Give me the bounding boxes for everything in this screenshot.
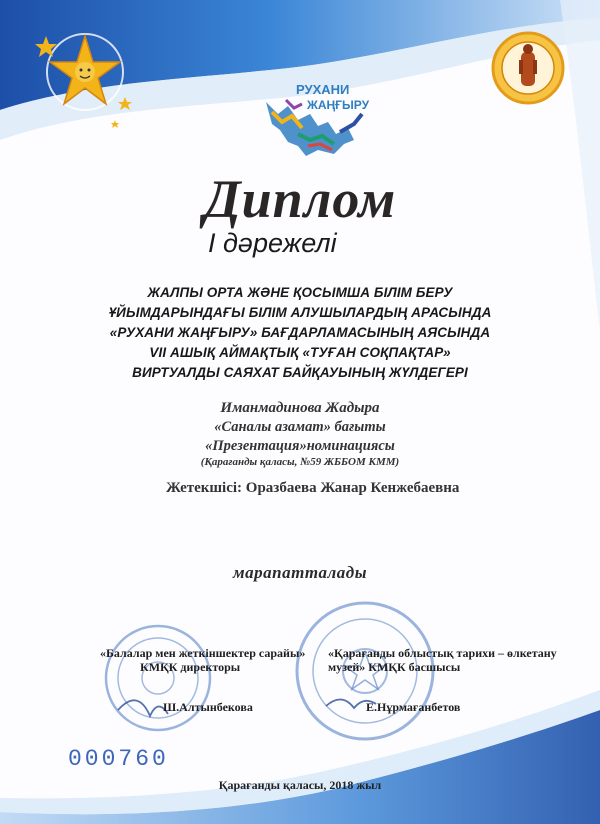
right-signatory-name: Е.Нұрмағанбетов [366, 700, 461, 714]
recipient-name: Иманмадинова Жадыра [220, 400, 380, 416]
headline-line-2: ҰЙЫМДАРЫНДАҒЫ БІЛІМ АЛУШЫЛАРДЫҢ АРАСЫНДА [108, 305, 492, 320]
left-signatory-name: Ш.Алтынбекова [163, 700, 253, 714]
recipient-nomination: «Презентация»номинациясы [205, 438, 395, 454]
recipient-direction: «Саналы азамат» бағыты [214, 419, 386, 435]
right-signatory-org-line1: «Қарағанды облыстық тарихи – өлкетану [328, 646, 557, 660]
museum-logo [490, 30, 566, 106]
headline-line-3: «РУХАНИ ЖАҢҒЫРУ» БАҒДАРЛАМАСЫНЫҢ АЯСЫНДА [109, 325, 491, 340]
leader-line: Жетекшісі: Оразбаева Жанар Кенжебаевна [166, 480, 460, 496]
rukhani-logo-text-bottom: ЖАҢҒЫРУ [307, 98, 370, 112]
headline-line-1: ЖАЛПЫ ОРТА ЖӘНЕ ҚОСЫМША БІЛІМ БЕРУ [147, 285, 453, 300]
awarded-text: марапатталады [233, 563, 367, 582]
footer-place-year: Қарағанды қаласы, 2018 жыл [218, 778, 382, 792]
left-stamp [98, 618, 218, 738]
rukhani-logo-text-top: РУХАНИ [296, 82, 350, 97]
right-signatory-org-line2: музей» КМҚК басшысы [328, 660, 461, 674]
headline-line-5: ВИРТУАЛДЫ САЯХАТ БАЙҚАУЫНЫҢ ЖҮЛДЕГЕРІ [132, 365, 468, 380]
diploma-title: Диплом [203, 169, 397, 229]
palace-star-logo [30, 22, 140, 132]
serial-number: 000760 [68, 746, 169, 772]
recipient-school: (Қарағанды қаласы, №59 ЖББОМ КММ) [200, 456, 400, 468]
left-signatory-org-line2: КМҚК директоры [140, 660, 241, 674]
diploma-degree: І дәрежелі [208, 228, 337, 258]
headline-line-4: VII АШЫҚ АЙМАҚТЫҚ «ТУҒАН СОҚПАҚТАР» [149, 345, 451, 360]
left-signatory-org-line1: «Балалар мен жеткіншектер сарайы» [100, 646, 306, 660]
